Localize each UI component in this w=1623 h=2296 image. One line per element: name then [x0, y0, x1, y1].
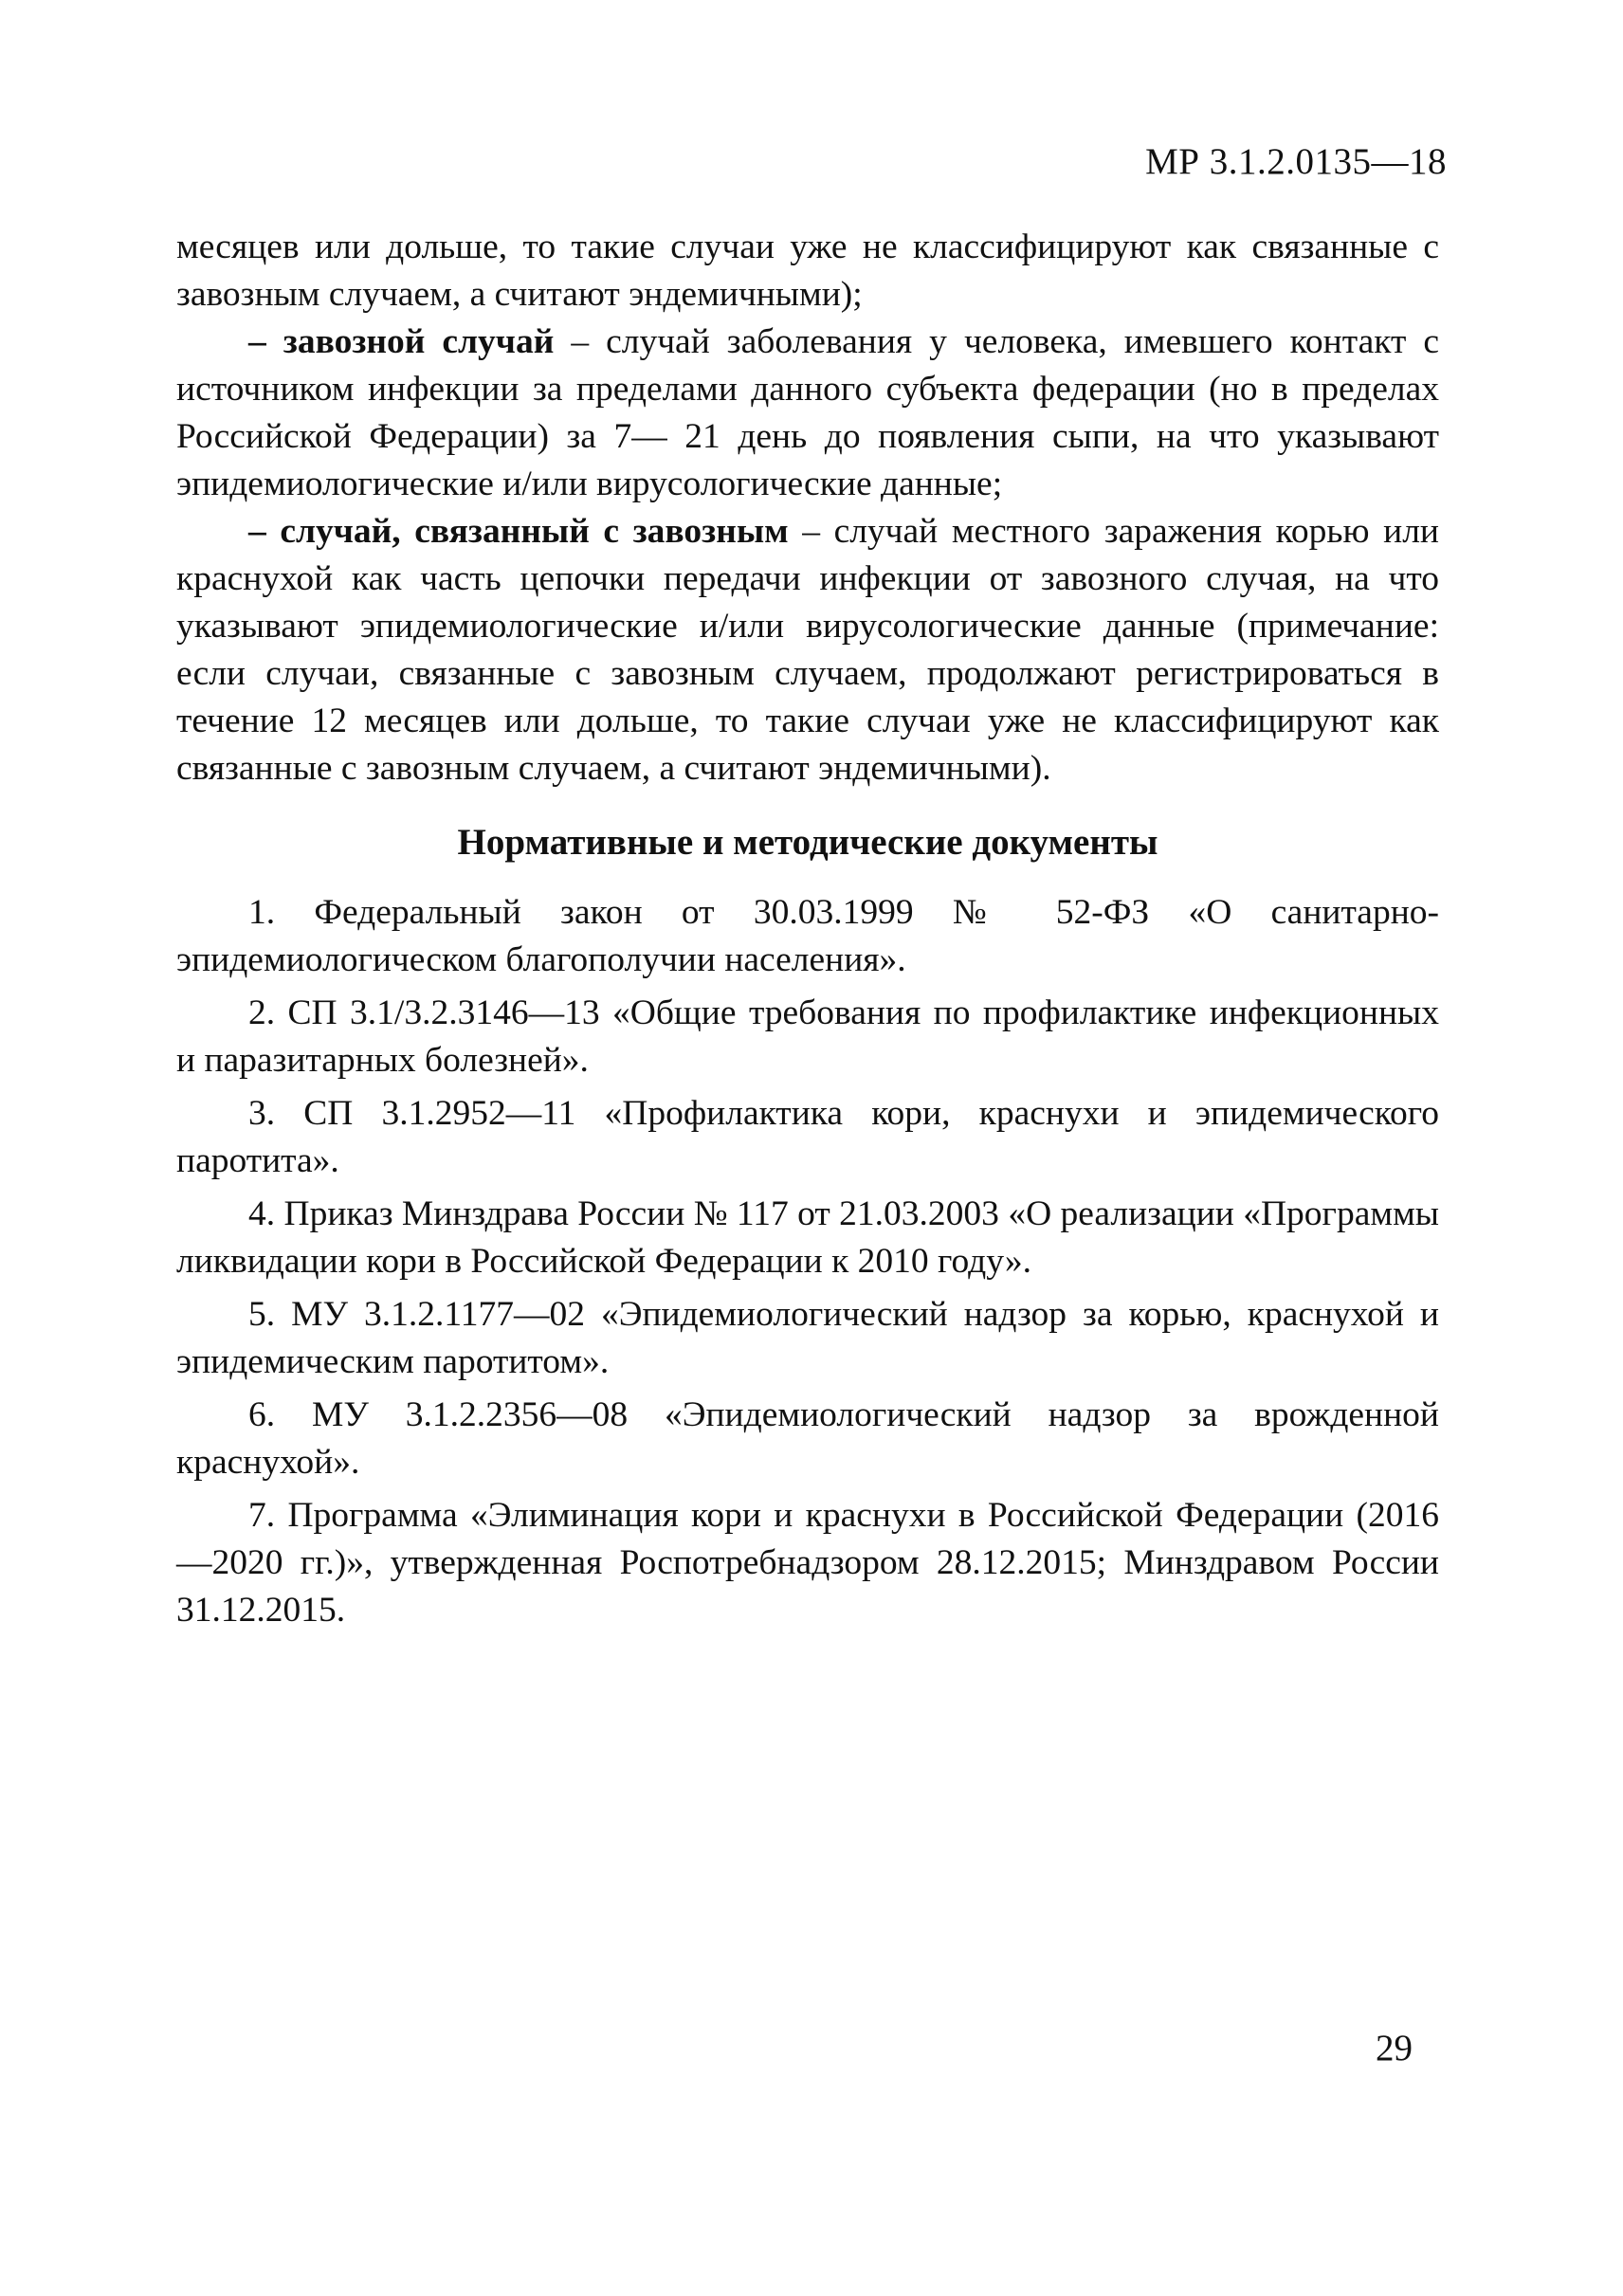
reference-item: 3. СП 3.1.2952—11 «Профилактика кори, краснухи и эпидемического паротита». [176, 1094, 1439, 1180]
reference-item: 1. Федеральный закон от 30.03.1999 № 52-ФЗ «О санитарно-эпидемиологическом благополучии населения». [176, 893, 1439, 979]
term-imported-case: – завозной случай [248, 322, 555, 361]
page-content [176, 224, 1439, 1640]
definition-text-import-related-case: – случай местного заражения корью или краснухой как часть цепочки передачи инфекции от завозного случая, на что указывают эпидемиологические и/или вирусологические данные (примечание: если случаи, связанные с завозным случаем, продолжают регистрироваться в течение 12 месяцев или дольше, то такие случаи уже не классифицируют как связанные с завозным случаем, а считают эндемичными). [176, 512, 1439, 788]
reference-item: 5. МУ 3.1.2.1177—02 «Эпидемиологический надзор за корью, краснухой и эпидемическим паротитом». [176, 1295, 1439, 1381]
reference-item: 6. МУ 3.1.2.2356—08 «Эпидемиологический надзор за врожденной краснухой». [176, 1395, 1439, 1482]
section-title: Нормативные и методические документы [457, 822, 1158, 863]
page-number: 29 [1376, 2028, 1413, 2068]
reference-item: 2. СП 3.1/3.2.3146—13 «Общие требования по профилактике инфекционных и паразитарных болезней». [176, 993, 1439, 1080]
definition-imported-case [176, 319, 1439, 508]
reference-item: 4. Приказ Минздрава России № 117 от 21.03.2003 «О реализации «Программы ликвидации кори в Российской Федерации к 2010 году». [176, 1194, 1439, 1281]
definition-text-imported-case: – случай заболевания у человека, имевшего контакт с источником инфекции за пределами данного субъекта федерации (но в пределах Российской Федерации) за 7— 21 день до появления сыпи, на что указывают эпидемиологические и/или вирусологические данные; [176, 322, 1439, 503]
term-import-related-case: – случай, связанный с завозным [248, 512, 789, 551]
definition-import-related-case [176, 508, 1439, 793]
document-code: МР 3.1.2.0135—18 [1145, 141, 1447, 182]
reference-item: 7. Программа «Элиминация кори и краснухи в Российской Федерации (2016—2020 гг.)», утвержденная Роспотребнадзором 28.12.2015; Минздравом России 31.12.2015. [176, 1496, 1439, 1630]
paragraph-continuation: месяцев или дольше, то такие случаи уже не классифицируют как связанные с завозным случаем, а считают эндемичными); [176, 228, 1439, 314]
